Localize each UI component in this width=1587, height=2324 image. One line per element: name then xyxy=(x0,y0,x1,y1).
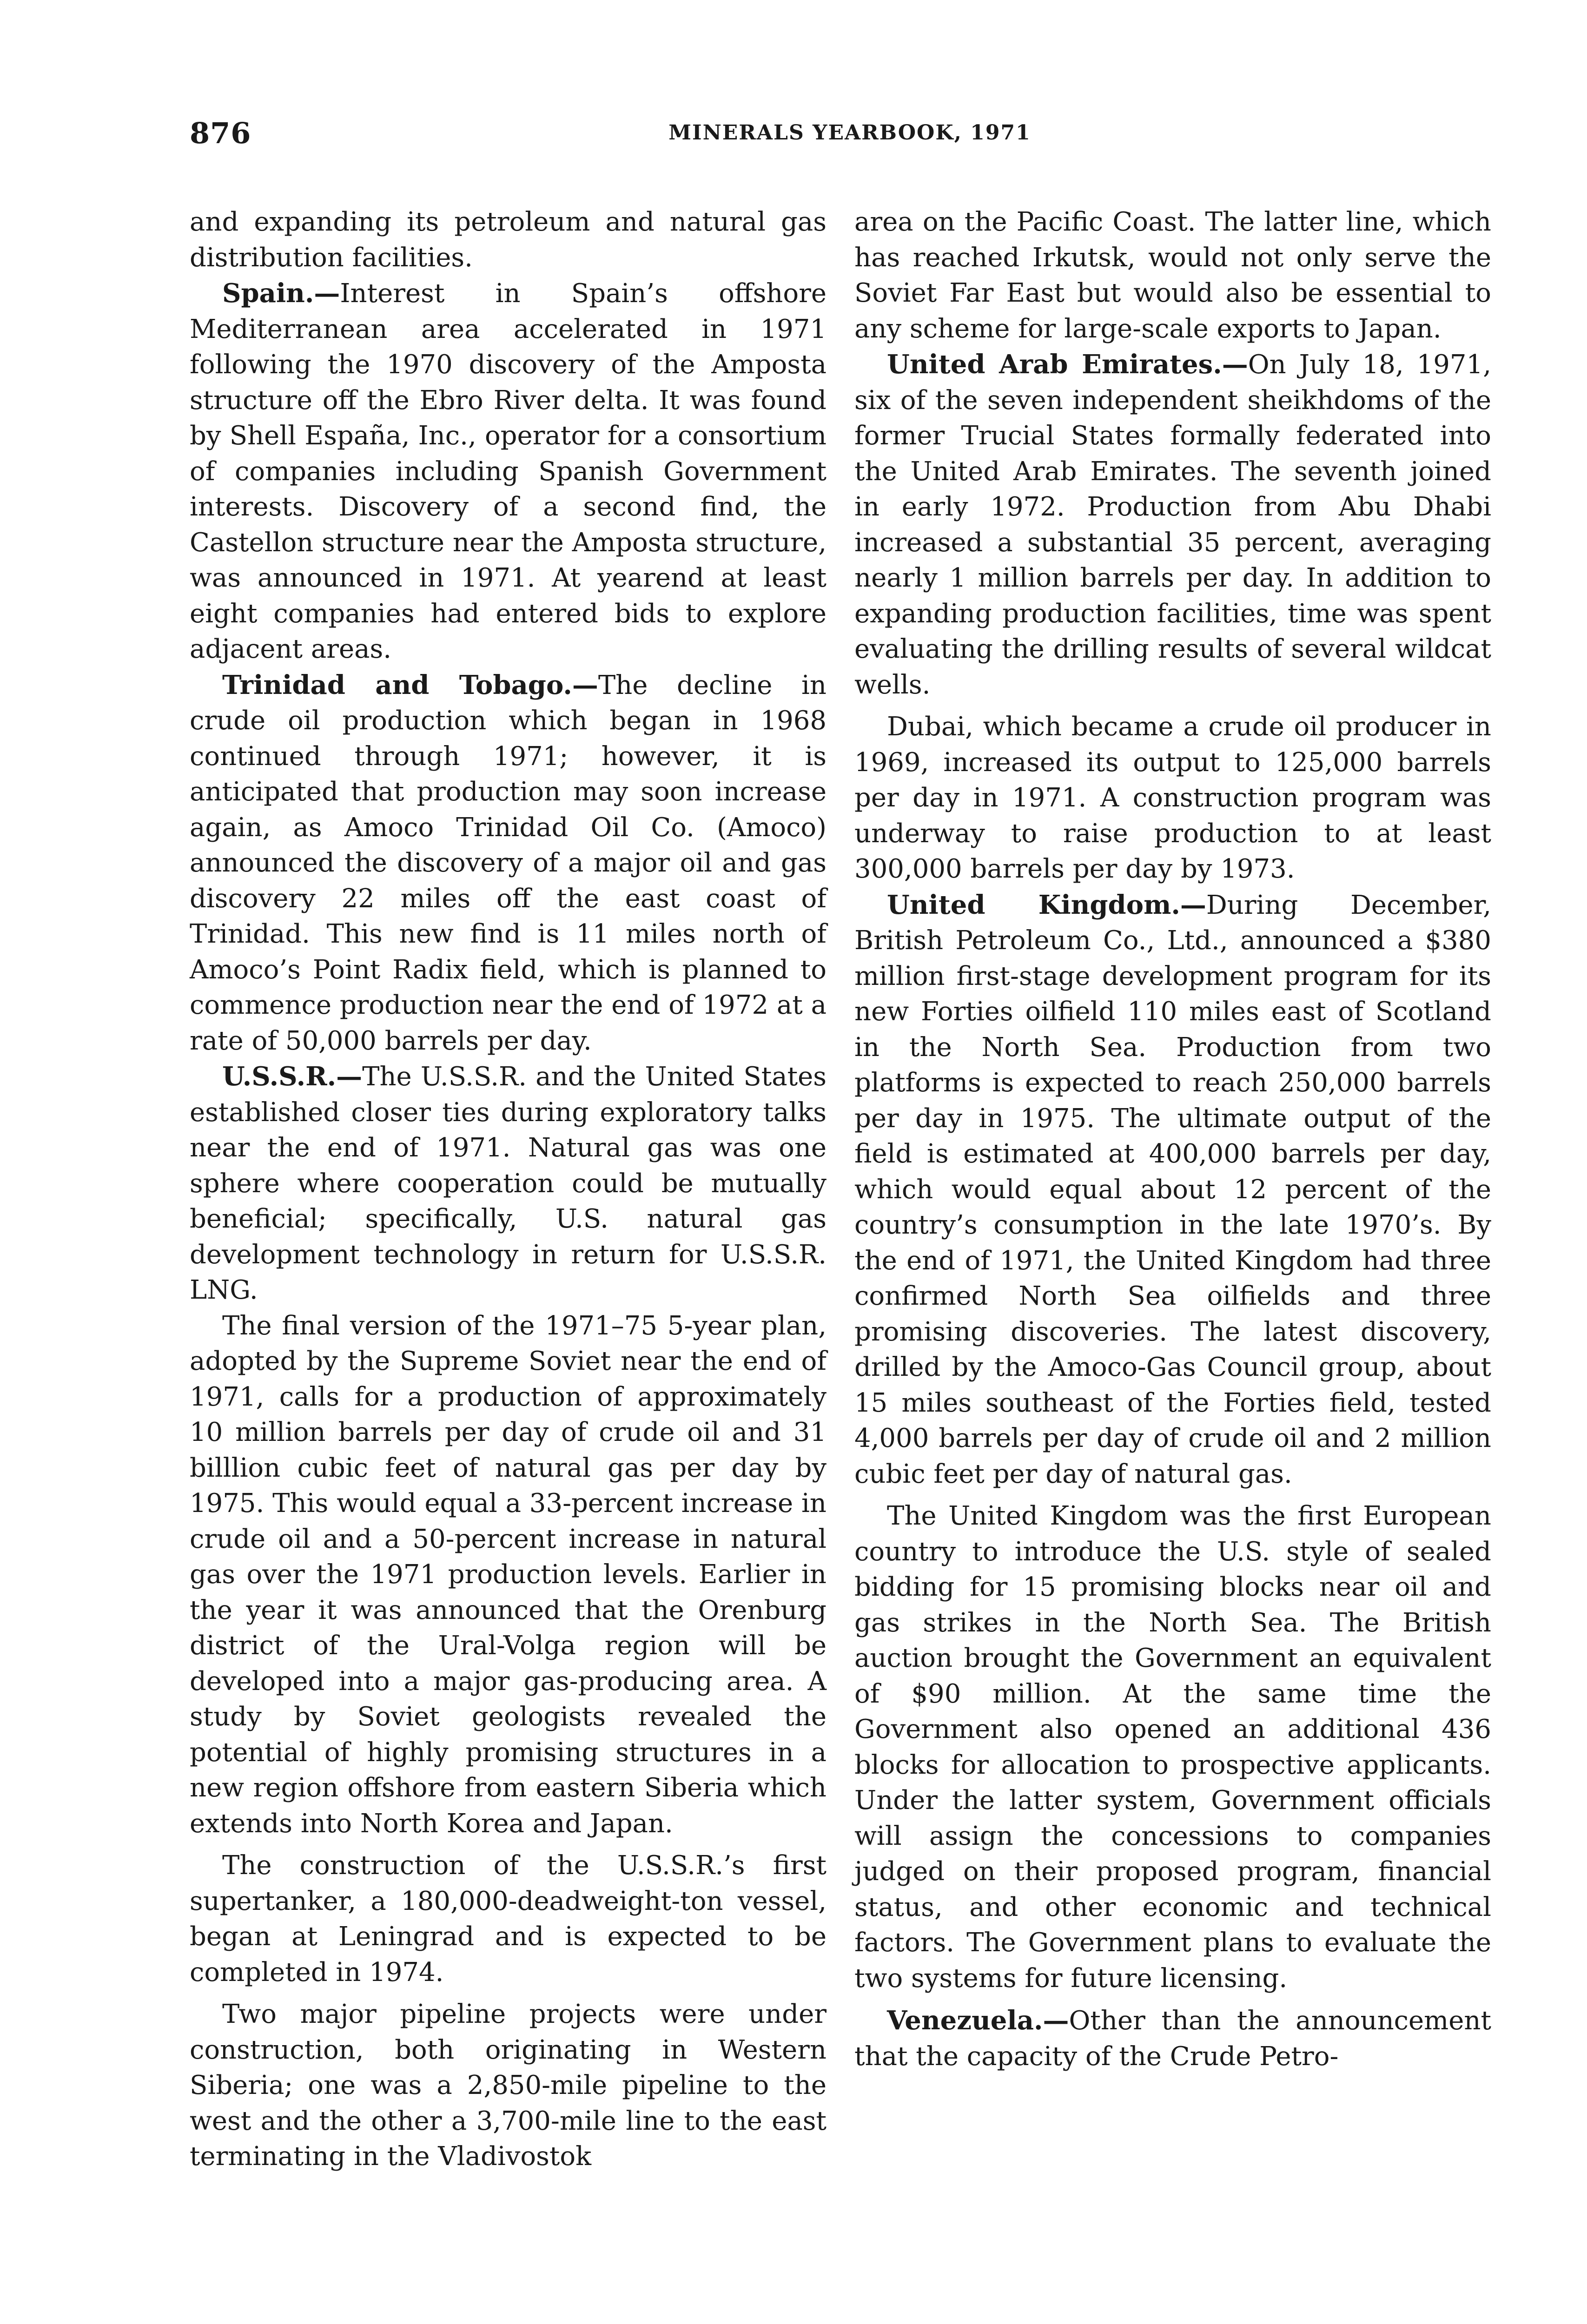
section-text-uae: On July 18, 1971, six of the seven independent sheikhdoms of the former Trucial States formally federated into the United Arab Emirates. The seventh joined in early 1972. Production from Abu Dhabi increased a substantial 35 percent, averaging nearly 1 million barrels per day. In addition to expanding production facilities, time was spent evaluating the drilling results of several wildcat wells. xyxy=(854,350,1491,700)
paragraph-supertanker: The construction of the U.S.S.R.’s first supertanker, a 180,000-deadweight-ton vessel, began at Leningrad and is expected to be completed in 1974. xyxy=(190,1850,827,1987)
paragraph-five-year-plan: The final version of the 1971–75 5-year plan, adopted by the Supreme Soviet near the end of 1971, calls for a production of approximately 10 million barrels per day of crude oil and 31 billlion cubic feet of natural gas per day by 1975. This would equal a 33-percent increase in crude oil and a 50-percent increase in natural gas over the 1971 production levels. Earlier in the year it was announced that the Orenburg district of the Ural-Volga region will be developed into a major gas-producing area. A study by Soviet geologists revealed the potential of highly promising structures in a new region offshore from eastern Siberia which extends into North Korea and Japan. xyxy=(190,1310,827,1839)
running-head: MINERALS YEARBOOK, 1971 xyxy=(668,121,1031,145)
section-united-kingdom xyxy=(854,887,1491,1492)
section-ussr xyxy=(190,1059,827,1308)
section-text-ussr: The U.S.S.R. and the United States established closer ties during exploratory talks near the end of 1971. Natural gas was one sphere where cooperation could be mutually beneficial; specifically, U.S. natural gas development technology in return for U.S.S.R. LNG. xyxy=(190,1062,827,1305)
paragraph-continuation: area on the Pacific Coast. The latter line, which has reached Irkutsk, would not only serve the Soviet Far East but would also be essential to any scheme for large-scale exports to Japan. xyxy=(854,207,1491,344)
section-heading-uk: United Kingdom.— xyxy=(887,889,1206,920)
section-heading-venezuela: Venezuela.— xyxy=(887,2005,1069,2036)
left-column xyxy=(190,205,827,2175)
right-column xyxy=(854,205,1491,2074)
paragraph-continuation: and expanding its petroleum and natural gas distribution facilities. xyxy=(190,207,827,273)
section-heading-trinidad: Trinidad and Tobago.— xyxy=(222,669,598,700)
section-text-trinidad: The decline in crude oil production which began in 1968 continued through 1971; however, it is anticipated that production may soon increase again, as Amoco Trinidad Oil Co. (Amoco) announced the discovery of a major oil and gas discovery 22 miles off the east coast of Trinidad. This new find is 11 miles north of Amoco’s Point Radix field, which is planned to commence production near the end of 1972 at a rate of 50,000 barrels per day. xyxy=(190,670,827,1056)
section-venezuela xyxy=(854,2003,1491,2074)
section-heading-uae: United Arab Emirates.— xyxy=(887,349,1248,380)
section-text-venezuela: Other than the announcement that the capacity of the Crude Petro- xyxy=(854,2006,1491,2072)
section-united-arab-emirates xyxy=(854,347,1491,703)
section-spain xyxy=(190,276,827,667)
paragraph-pipeline: Two major pipeline projects were under construction, both originating in Western Siberia; one was a 2,850-mile pipeline to the west and the other a 3,700-mile line to the east terminating in the Vladivostok xyxy=(190,1999,827,2172)
section-heading-ussr: U.S.S.R.— xyxy=(222,1061,363,1092)
paragraph-dubai: Dubai, which became a crude oil producer in 1969, increased its output to 125,000 barrels per day in 1971. A construction program was underway to raise production to at least 300,000 barrels per day by 1973. xyxy=(854,712,1491,884)
section-trinidad-and-tobago xyxy=(190,667,827,1059)
page-header xyxy=(190,116,1491,153)
section-text-uk: During December, British Petroleum Co., Ltd., announced a $380 million first-stage development program for its new Forties oilfield 110 miles east of Scotland in the North Sea. Production from two platforms is expected to reach 250,000 barrels per day in 1975. The ultimate output of the field is estimated at 400,000 barrels per day, which would equal about 12 percent of the country’s consumption in the late 1970’s. By the end of 1971, the United Kingdom had three confirmed North Sea oilfields and three promising discoveries. The latest discovery, drilled by the Amoco-Gas Council group, about 15 miles southeast of the Forties field, tested 4,000 barrels per day of crude oil and 2 million cubic feet per day of natural gas. xyxy=(854,890,1491,1489)
paragraph-sealed-bidding: The United Kingdom was the first European country to introduce the U.S. style of sealed bidding for 15 promising blocks near oil and gas strikes in the North Sea. The British auction brought the Government an equivalent of $90 million. At the same time the Government also opened an additional 436 blocks for allocation to prospective applicants. Under the latter system, Government officials will assign the concessions to companies judged on their proposed program, financial status, and other economic and technical factors. The Government plans to evaluate the two systems for future licensing. xyxy=(854,1501,1491,1994)
section-heading-spain: Spain.— xyxy=(222,278,340,309)
page-number: 876 xyxy=(190,116,251,150)
section-text-spain: Interest in Spain’s offshore Mediterranean area accelerated in 1971 following the 1970 discovery of the Amposta structure off the Ebro River delta. It was found by Shell España, Inc., operator for a consortium of companies including Spanish Government interests. Discovery of a second find, the Castellon structure near the Amposta structure, was announced in 1971. At yearend at least eight companies had entered bids to explore adjacent areas. xyxy=(190,278,827,664)
